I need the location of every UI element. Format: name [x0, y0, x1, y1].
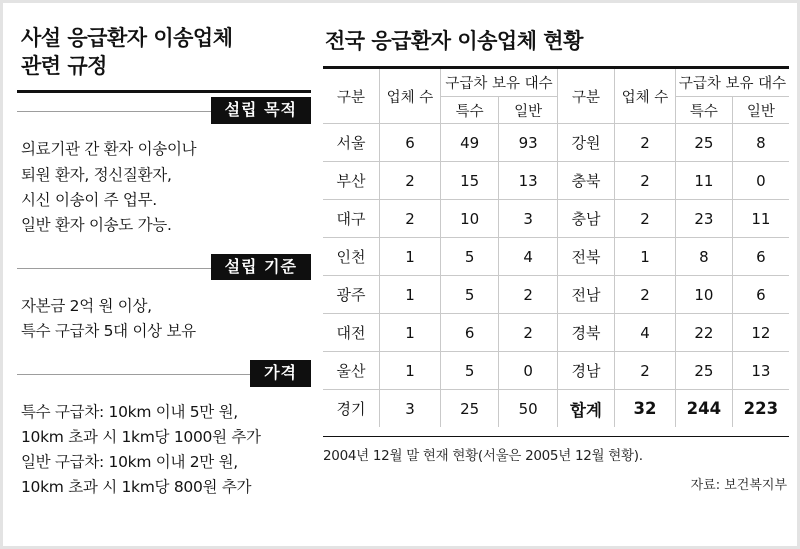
- cell-region: 경북: [558, 314, 615, 352]
- cell-special: 6: [441, 314, 499, 352]
- cell-count: 2: [615, 352, 676, 390]
- cell-count: 2: [615, 124, 676, 162]
- table-row: [323, 390, 557, 428]
- cell-region: 충북: [558, 162, 615, 200]
- table-row: [558, 200, 790, 238]
- cell-region: 전남: [558, 276, 615, 314]
- price-line-2: 10km 초과 시 1km당 1000원 추가: [21, 428, 261, 447]
- cell-region: 서울: [323, 124, 380, 162]
- cell-region: 인천: [323, 238, 380, 276]
- cell-region: 부산: [323, 162, 380, 200]
- purpose-line-2: 퇴원 환자, 정신질환자,: [21, 165, 172, 184]
- table-row: [323, 162, 557, 200]
- purpose-line-4: 일반 환자 이송도 가능.: [21, 215, 172, 234]
- cell-special: 10: [676, 276, 733, 314]
- cell-count: 3: [380, 390, 441, 428]
- cell-region: 대전: [323, 314, 380, 352]
- criteria-line-1: 자본금 2억 원 이상,: [21, 296, 152, 315]
- table-row: [323, 352, 557, 390]
- table-row: [558, 238, 790, 276]
- header-special: 특수: [676, 97, 733, 124]
- cell-general: 4: [499, 238, 557, 276]
- cell-special: 23: [676, 200, 733, 238]
- table-row: [323, 124, 557, 162]
- cell-general: 2: [499, 314, 557, 352]
- cell-general: 2: [499, 276, 557, 314]
- table-row: [558, 162, 790, 200]
- criteria-line-2: 특수 구급차 5대 이상 보유: [21, 321, 196, 340]
- cell-count: 2: [615, 200, 676, 238]
- section-price-tag: 가격: [250, 360, 311, 387]
- price-line-1: 특수 구급차: 10km 이내 5만 원,: [21, 403, 238, 422]
- right-panel-title: 전국 응급환자 이송업체 현황: [325, 29, 583, 53]
- table-source: 자료: 보건복지부: [690, 478, 787, 493]
- cell-count: 1: [380, 352, 441, 390]
- cell-general: 93: [499, 124, 557, 162]
- cell-special: 5: [441, 276, 499, 314]
- cell-count: 4: [615, 314, 676, 352]
- section-price-body: [17, 390, 311, 512]
- cell-general: 13: [732, 352, 789, 390]
- cell-count: 1: [380, 314, 441, 352]
- section-purpose-body: [17, 127, 311, 249]
- cell-special: 11: [676, 162, 733, 200]
- header-special: 특수: [441, 97, 499, 124]
- table-right-head: [558, 69, 790, 124]
- statistics-tables: [323, 69, 789, 427]
- cell-general: 13: [499, 162, 557, 200]
- cell-region: 울산: [323, 352, 380, 390]
- table-row: [558, 352, 790, 390]
- cell-count: 1: [615, 238, 676, 276]
- cell-count: 1: [380, 276, 441, 314]
- table-left-head: [323, 69, 557, 124]
- cell-special: 15: [441, 162, 499, 200]
- cell-special: 10: [441, 200, 499, 238]
- table-regions-left: [323, 69, 557, 427]
- cell-count: 2: [615, 276, 676, 314]
- cell-region: 경남: [558, 352, 615, 390]
- table-regions-right: [557, 69, 789, 427]
- cell-region: 전북: [558, 238, 615, 276]
- section-purpose-tag-row: [17, 97, 311, 127]
- header-region: 구분: [558, 69, 615, 124]
- header-general: 일반: [732, 97, 789, 124]
- cell-count: 6: [380, 124, 441, 162]
- cell-count: 2: [615, 162, 676, 200]
- table-row: [558, 314, 790, 352]
- purpose-line-1: 의료기관 간 환자 이송이나: [21, 140, 197, 159]
- table-row: [323, 276, 557, 314]
- cell-special: 49: [441, 124, 499, 162]
- cell-count: 2: [380, 162, 441, 200]
- cell-count: 2: [380, 200, 441, 238]
- cell-region: 경기: [336, 400, 366, 418]
- cell-region: 대구: [323, 200, 380, 238]
- table-left-head-row-1: [323, 69, 557, 97]
- cell-general: 11: [732, 200, 789, 238]
- table-row: [558, 124, 790, 162]
- price-line-4: 10km 초과 시 1km당 800원 추가: [21, 478, 252, 497]
- cell-special-total: 244: [676, 390, 733, 428]
- price-line-3: 일반 구급차: 10km 이내 2만 원,: [21, 453, 238, 472]
- table-row: [323, 314, 557, 352]
- cell-general-total: 223: [732, 390, 789, 428]
- cell-general: 6: [732, 276, 789, 314]
- cell-general: 12: [732, 314, 789, 352]
- cell-special: 25: [676, 352, 733, 390]
- cell-general: 8: [732, 124, 789, 162]
- header-company-count: 업체 수: [380, 69, 441, 124]
- cell-general: 50: [499, 390, 557, 428]
- left-panel-title: [17, 25, 311, 80]
- section-criteria-tag-row: [17, 254, 311, 284]
- cell-general: 0: [732, 162, 789, 200]
- cell-special: 25: [441, 390, 499, 428]
- cell-special: 22: [676, 314, 733, 352]
- header-ambulance-group: 구급차 보유 대수: [676, 69, 790, 97]
- cell-special: 8: [676, 238, 733, 276]
- table-right-head-row-1: [558, 69, 790, 97]
- cell-region: 강원: [558, 124, 615, 162]
- section-purpose-tag: 설립 목적: [211, 97, 311, 124]
- cell-special: 25: [676, 124, 733, 162]
- left-title-line-2: 관련 규정: [21, 53, 107, 78]
- section-price-tag-row: [17, 360, 311, 390]
- cell-region: 충남: [558, 200, 615, 238]
- cell-general: 6: [732, 238, 789, 276]
- cell-count: 1: [380, 238, 441, 276]
- table-row: [323, 200, 557, 238]
- cell-count-total: 32: [615, 390, 676, 428]
- cell-region-total: 합계: [558, 390, 615, 428]
- table-footnote: 2004년 12월 말 현재 현황(서울은 2005년 12월 현황).: [323, 436, 789, 464]
- table-row: [323, 238, 557, 276]
- cell-general: 0: [499, 352, 557, 390]
- purpose-line-3: 시신 이송이 주 업무.: [21, 190, 157, 209]
- section-criteria-tag: 설립 기준: [211, 254, 311, 281]
- table-left-body: [323, 124, 557, 428]
- cell-special: 5: [441, 352, 499, 390]
- cell-general: 3: [499, 200, 557, 238]
- table-row-total: [558, 390, 790, 428]
- left-title-line-1: 사설 응급환자 이송업체: [21, 26, 233, 50]
- left-panel: [17, 25, 311, 530]
- table-row: [558, 276, 790, 314]
- header-general: 일반: [499, 97, 557, 124]
- header-ambulance-group: 구급차 보유 대수: [441, 69, 558, 97]
- header-company-count: 업체 수: [615, 69, 676, 124]
- header-region: 구분: [323, 69, 380, 124]
- left-title-divider: [17, 90, 311, 93]
- right-panel: [323, 25, 789, 493]
- cell-region: 광주: [323, 276, 380, 314]
- table-right-body: [558, 124, 790, 428]
- section-criteria-body: [17, 284, 311, 356]
- cell-special: 5: [441, 238, 499, 276]
